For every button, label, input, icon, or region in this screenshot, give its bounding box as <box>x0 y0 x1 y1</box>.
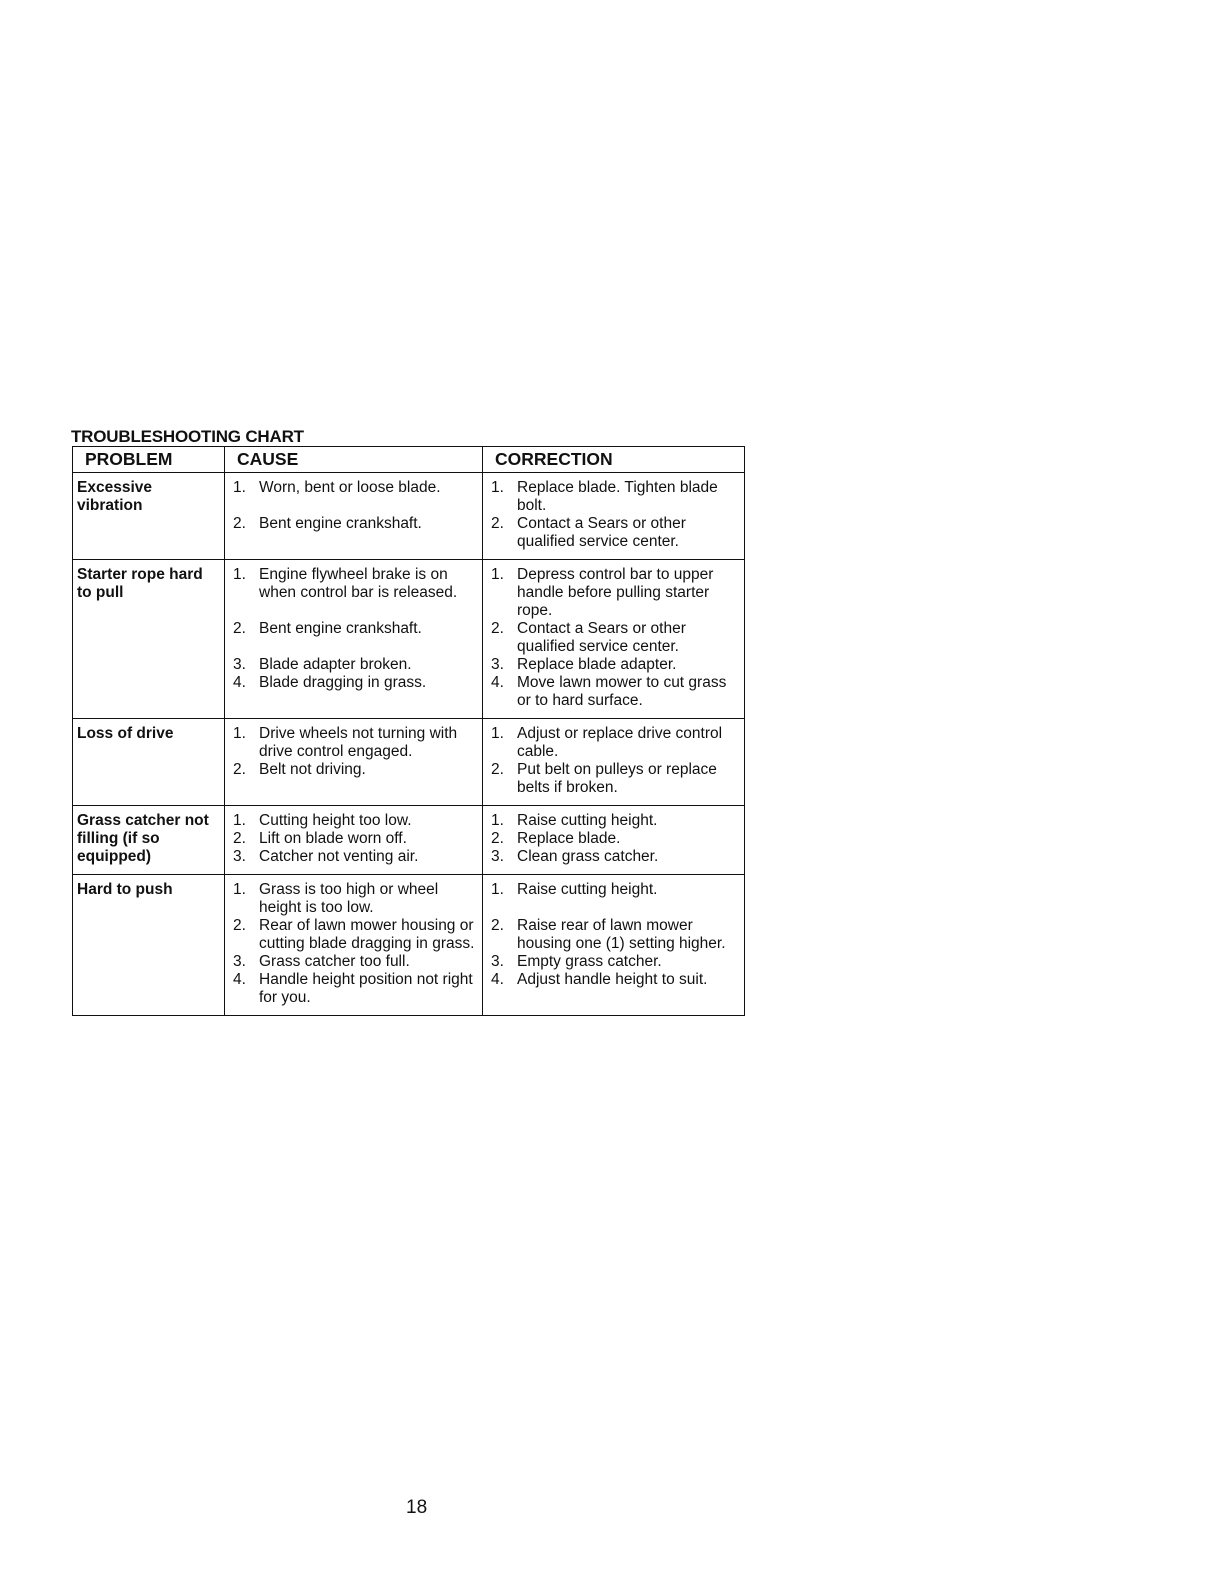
cause-item-number: 1. <box>233 881 246 898</box>
correction-item-text: Empty grass catcher. <box>517 953 662 970</box>
correction-item-number: 3. <box>491 848 504 865</box>
correction-item-text: Adjust handle height to suit. <box>517 971 708 988</box>
cause-item <box>229 881 478 917</box>
cause-item-number: 4. <box>233 971 246 988</box>
cause-item-text: Engine flywheel brake is on when control bar is released. <box>259 566 458 601</box>
correction-item <box>487 917 740 953</box>
table-row <box>73 473 745 560</box>
cause-item-number: 2. <box>233 620 246 637</box>
correction-item-number: 1. <box>491 881 504 898</box>
correction-item-number: 2. <box>491 917 504 934</box>
cause-item-number: 2. <box>233 761 246 778</box>
cause-item <box>229 953 478 971</box>
cause-item-text: Grass catcher too full. <box>259 953 410 970</box>
cause-item <box>229 620 478 638</box>
correction-item-number: 1. <box>491 725 504 742</box>
cause-item-text: Rear of lawn mower housing or cutting blade dragging in grass. <box>259 917 475 952</box>
problem-cell: Starter rope hard to pull <box>73 560 225 719</box>
table-row <box>73 875 745 1016</box>
correction-item-text: Move lawn mower to cut grass or to hard surface. <box>517 674 727 709</box>
cause-item-number: 1. <box>233 725 246 742</box>
correction-item-number: 4. <box>491 971 504 988</box>
correction-item <box>487 515 740 551</box>
correction-item <box>487 830 740 848</box>
cause-item-number: 3. <box>233 656 246 673</box>
correction-cell <box>483 875 745 1016</box>
cause-item <box>229 725 478 761</box>
correction-item-text: Raise rear of lawn mower housing one (1) setting higher. <box>517 917 726 952</box>
cause-item-text: Bent engine crankshaft. <box>259 515 422 532</box>
cause-item <box>229 917 478 953</box>
correction-item <box>487 761 740 797</box>
table-row <box>73 806 745 875</box>
correction-item-number: 1. <box>491 479 504 496</box>
correction-item <box>487 812 740 830</box>
cause-item <box>229 566 478 602</box>
table-row <box>73 560 745 719</box>
cause-cell <box>225 875 483 1016</box>
correction-item <box>487 953 740 971</box>
cause-item <box>229 479 478 497</box>
correction-item <box>487 674 740 710</box>
header-correction: CORRECTION <box>483 447 745 473</box>
cause-cell <box>225 806 483 875</box>
correction-item-text: Replace blade. <box>517 830 621 847</box>
chart-title: TROUBLESHOOTING CHART <box>71 427 304 446</box>
correction-item-text: Put belt on pulleys or replace belts if broken. <box>517 761 717 796</box>
correction-cell <box>483 806 745 875</box>
cause-item-text: Handle height position not right for you. <box>259 971 473 1006</box>
problem-cell: Hard to push <box>73 875 225 1016</box>
correction-item-text: Contact a Sears or other qualified service center. <box>517 515 686 550</box>
cause-item-number: 3. <box>233 953 246 970</box>
cause-item-text: Belt not driving. <box>259 761 366 778</box>
cause-cell <box>225 560 483 719</box>
correction-item-number: 3. <box>491 953 504 970</box>
correction-item <box>487 620 740 656</box>
correction-item-number: 4. <box>491 674 504 691</box>
cause-item-text: Blade dragging in grass. <box>259 674 427 691</box>
correction-item <box>487 881 740 899</box>
cause-item-number: 2. <box>233 917 246 934</box>
cause-item-number: 4. <box>233 674 246 691</box>
cause-item <box>229 812 478 830</box>
cause-item <box>229 674 478 692</box>
table-body <box>73 473 745 1016</box>
correction-item <box>487 566 740 620</box>
correction-item-number: 1. <box>491 812 504 829</box>
cause-item <box>229 830 478 848</box>
cause-item <box>229 761 478 779</box>
cause-item-number: 2. <box>233 515 246 532</box>
cause-item-number: 3. <box>233 848 246 865</box>
correction-item <box>487 848 740 866</box>
header-row <box>73 447 745 473</box>
header-cause: CAUSE <box>225 447 483 473</box>
cause-item-text: Lift on blade worn off. <box>259 830 407 847</box>
correction-item-number: 2. <box>491 515 504 532</box>
problem-cell: Grass catcher not filling (if so equipped) <box>73 806 225 875</box>
cause-item-text: Blade adapter broken. <box>259 656 412 673</box>
cause-item-number: 1. <box>233 479 246 496</box>
correction-item <box>487 971 740 989</box>
cause-item-text: Bent engine crankshaft. <box>259 620 422 637</box>
correction-item-number: 2. <box>491 830 504 847</box>
correction-item-number: 2. <box>491 761 504 778</box>
cause-item-text: Worn, bent or loose blade. <box>259 479 441 496</box>
correction-cell <box>483 560 745 719</box>
cause-cell <box>225 719 483 806</box>
correction-cell <box>483 473 745 560</box>
troubleshooting-table <box>72 446 745 1016</box>
cause-item-text: Drive wheels not turning with drive control engaged. <box>259 725 458 760</box>
page-number: 18 <box>406 1497 428 1518</box>
cause-cell <box>225 473 483 560</box>
header-problem: PROBLEM <box>73 447 225 473</box>
correction-item <box>487 479 740 515</box>
correction-item-text: Clean grass catcher. <box>517 848 659 865</box>
correction-item-text: Raise cutting height. <box>517 812 658 829</box>
correction-item-text: Replace blade adapter. <box>517 656 677 673</box>
correction-item-text: Adjust or replace drive control cable. <box>517 725 723 760</box>
cause-item-number: 1. <box>233 566 246 583</box>
correction-item-text: Replace blade. Tighten blade bolt. <box>517 479 718 514</box>
correction-item <box>487 725 740 761</box>
correction-item-number: 3. <box>491 656 504 673</box>
cause-item-text: Cutting height too low. <box>259 812 412 829</box>
correction-cell <box>483 719 745 806</box>
cause-item <box>229 848 478 866</box>
problem-cell: Excessive vibration <box>73 473 225 560</box>
correction-item-number: 2. <box>491 620 504 637</box>
cause-item-text: Catcher not venting air. <box>259 848 419 865</box>
correction-item-text: Contact a Sears or other qualified service center. <box>517 620 686 655</box>
cause-item <box>229 971 478 1007</box>
table-row <box>73 719 745 806</box>
cause-item <box>229 515 478 533</box>
cause-item-text: Grass is too high or wheel height is too low. <box>259 881 439 916</box>
correction-item-number: 1. <box>491 566 504 583</box>
cause-item <box>229 656 478 674</box>
cause-item-number: 2. <box>233 830 246 847</box>
correction-item-text: Raise cutting height. <box>517 881 658 898</box>
correction-item-text: Depress control bar to upper handle before pulling starter rope. <box>517 566 714 619</box>
problem-cell: Loss of drive <box>73 719 225 806</box>
cause-item-number: 1. <box>233 812 246 829</box>
correction-item <box>487 656 740 674</box>
